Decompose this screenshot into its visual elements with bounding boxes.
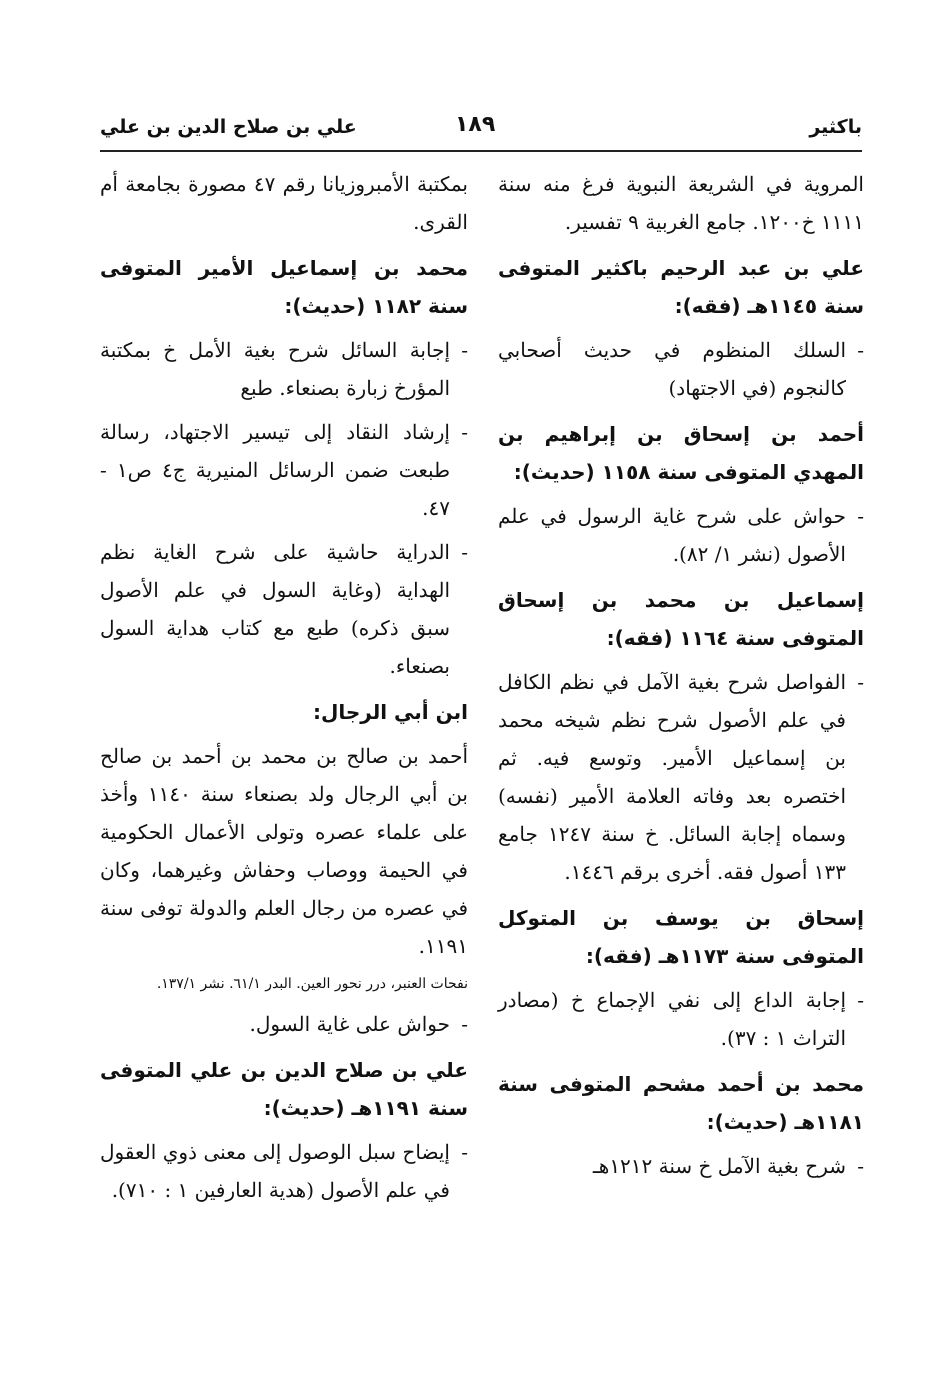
- book-item-text: حواش على شرح غاية الرسول في علم الأصول (نشر ١/ ٨٢).: [498, 504, 846, 566]
- entry-heading: أحمد بن إسحاق بن إبراهيم بن المهدي المتوفى سنة ١١٥٨ (حديث):: [498, 422, 864, 484]
- item-dash: -: [857, 504, 864, 528]
- book-item-text: إجابة الداع إلى نفي الإجماع خ (مصادر التراث ١ : ٣٧).: [498, 988, 846, 1050]
- entry: [498, 1065, 864, 1185]
- entry-heading: إسحاق بن يوسف بن المتوكل المتوفى سنة ١١٧٣هـ (فقه):: [498, 906, 864, 968]
- item-dash: -: [461, 338, 468, 362]
- entry: [100, 693, 468, 1043]
- book-item: [498, 1147, 864, 1185]
- entry-heading: ابن أبي الرجال:: [313, 700, 468, 724]
- entry-heading: محمد بن أحمد مشحم المتوفى سنة ١١٨١هـ (حديث):: [498, 1072, 864, 1134]
- continued-text: المروية في الشريعة النبوية فرغ منه سنة ١١١١ خ١٢٠٠. جامع الغربية ٩ تفسير.: [498, 172, 864, 234]
- item-dash: -: [857, 338, 864, 362]
- entry-heading: محمد بن إسماعيل الأمير المتوفى سنة ١١٨٢ (حديث):: [100, 256, 468, 318]
- left-column: [100, 165, 468, 1215]
- book-item: [498, 331, 864, 407]
- right-column: [498, 165, 864, 1191]
- entry: [498, 581, 864, 891]
- header-entry-name: علي بن صلاح الدين بن علي: [100, 116, 357, 138]
- page-header: [100, 110, 862, 152]
- item-dash: -: [461, 540, 468, 564]
- continued-text: بمكتبة الأمبروزيانا رقم ٤٧ مصورة بجامعة أم القرى.: [100, 172, 468, 234]
- book-item: [498, 663, 864, 891]
- entry: [100, 1051, 468, 1209]
- source-note: نفحات العنبر، درر نحور العين. البدر ٦١/١. نشر ١٣٧/١.: [156, 976, 468, 992]
- book-item: [498, 981, 864, 1057]
- book-item: [498, 497, 864, 573]
- book-item-text: حواش على غاية السول.: [249, 1012, 450, 1036]
- item-dash: -: [857, 670, 864, 694]
- entry-heading: إسماعيل بن محمد بن إسحاق المتوفى سنة ١١٦٤ (فقه):: [498, 588, 864, 650]
- item-dash: -: [461, 420, 468, 444]
- book-item-text: إرشاد النقاد إلى تيسير الاجتهاد، رسالة طبعت ضمن الرسائل المنيرية ج٤ ص١ - ٤٧.: [100, 420, 450, 520]
- item-dash: -: [461, 1012, 468, 1036]
- entry: [498, 415, 864, 573]
- item-dash: -: [461, 1140, 468, 1164]
- book-item-text: إيضاح سبل الوصول إلى معنى ذوي العقول في علم الأصول (هدية العارفين ١ : ٧١٠).: [100, 1140, 450, 1202]
- book-item-text: شرح بغية الآمل خ سنة ١٢١٢هـ: [592, 1154, 846, 1178]
- book-item: [100, 331, 468, 407]
- entry-heading: علي بن صلاح الدين بن علي المتوفى سنة ١١٩١هـ (حديث):: [100, 1058, 468, 1120]
- item-dash: -: [857, 1154, 864, 1178]
- entry: [498, 249, 864, 407]
- book-item-text: السلك المنظوم في حديث أصحابي كالنجوم (في الاجتهاد): [498, 338, 846, 400]
- book-item-text: الفواصل شرح بغية الآمل في نظم الكافل في علم الأصول شرح نظم شيخه محمد بن إسماعيل الأمير. وتوسع فيه. ثم اختصره بعد وفاته العلامة الأمير (نفسه) وسماه إجابة السائل. خ سنة ١٢٤٧ جامع ١٣٣ أصول فقه. أخرى برقم ١٤٤٦.: [498, 670, 846, 884]
- page-number: ١٨٩: [455, 112, 496, 137]
- book-item: [100, 413, 468, 527]
- entry: [498, 899, 864, 1057]
- book-item: [100, 533, 468, 685]
- book-item-text: الدراية حاشية على شرح الغاية نظم الهداية (وغاية السول في علم الأصول سبق ذكره) طبع مع كتاب هداية السول بصنعاء.: [100, 540, 450, 678]
- biography-text: أحمد بن صالح بن محمد بن أحمد بن صالح بن أبي الرجال ولد بصنعاء سنة ١١٤٠ وأخذ على علماء عصره وتولى الأعمال الحكومية في الحيمة ووصاب وحفاش وغيرهما، وكان في عصره من رجال العلم والدولة توفى سنة ١١٩١.: [100, 744, 469, 958]
- book-item: [100, 1133, 468, 1209]
- book-item: [100, 1005, 468, 1043]
- entry: [100, 249, 468, 685]
- header-author-name: باكثير: [809, 116, 862, 138]
- entry-heading: علي بن عبد الرحيم باكثير المتوفى سنة ١١٤٥هـ (فقه):: [498, 256, 864, 318]
- item-dash: -: [857, 988, 864, 1012]
- book-item-text: إجابة السائل شرح بغية الأمل خ بمكتبة المؤرخ زبارة بصنعاء. طبع: [100, 338, 450, 400]
